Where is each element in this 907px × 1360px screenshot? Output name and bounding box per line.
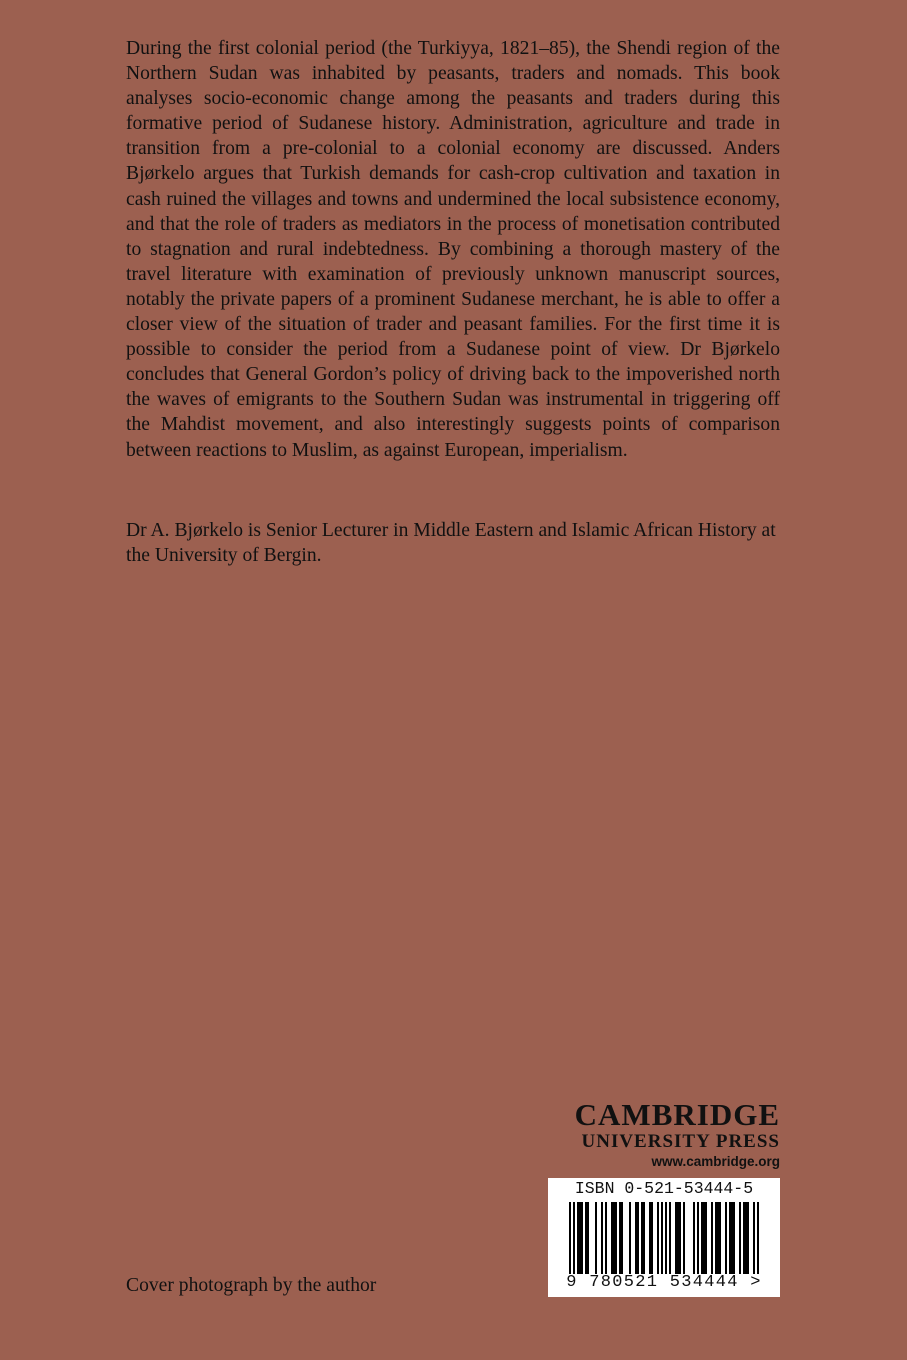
barcode-bar: [677, 1202, 679, 1274]
barcode-bar: [725, 1202, 727, 1274]
barcode-bar: [585, 1202, 587, 1274]
barcode-bar: [587, 1202, 589, 1274]
ean-digits: 9 780521 534444 >: [566, 1273, 762, 1292]
author-bio: Dr A. Bjørkelo is Senior Lecturer in Middle Eastern and Islamic African History at the University of Bergin.: [126, 520, 776, 567]
barcode-bar: [697, 1202, 699, 1274]
barcode-bar: [573, 1202, 575, 1274]
barcode-bar: [753, 1202, 755, 1274]
barcode-bar: [635, 1202, 637, 1274]
publisher-name: CAMBRIDGE: [574, 1097, 780, 1132]
isbn-label: ISBN 0-521-53444-5: [574, 1179, 754, 1198]
barcode-bar: [719, 1202, 721, 1274]
barcode-bar: [605, 1202, 607, 1274]
barcode-bar: [705, 1202, 707, 1274]
barcode-bar: [649, 1202, 651, 1274]
barcode-bar: [669, 1202, 671, 1274]
barcode-bar: [595, 1202, 597, 1274]
barcode-bar: [637, 1202, 639, 1274]
barcode-bar: [665, 1202, 667, 1274]
barcode-bar: [745, 1202, 747, 1274]
back-cover-blurb: During the first colonial period (the Turkiyya, 1821–85), the Shendi region of the Northern Sudan was inhabited by peasants, traders and nomads. This book analyses socio-economic change among the peasants and traders during this formative period of Sudanese history. Administration, agriculture and trade in transition from a pre-colonial to a colonial economy are discussed. Anders Bjørkelo argues that Turkish demands for cash-crop cultivation and taxation in cash ruined the villages and towns and undermined the local subsistence economy, and that the role of traders as mediators in the process of monetisation contributed to stagnation and rural indebtedness. By combining a thorough mastery of the travel literature with examination of previously unknown manuscript sources, notably the private papers of a prominent Sudanese merchant, he is able to offer a closer view of the situation of trader and peasant families. For the first time it is possible to consider the period from a Sudanese point of view. Dr Bjørkelo concludes that General Gordon’s policy of driving back to the impoverished north the waves of emigrants to the Southern Sudan was instrumental in triggering off the Mahdist movement, and also interestingly suggests points of comparison between reactions to Muslim, as against European, imperialism.: [126, 38, 780, 461]
barcode-bar: [757, 1202, 759, 1274]
barcode-bar: [729, 1202, 731, 1274]
barcode-bar: [743, 1202, 745, 1274]
barcode-bar: [643, 1202, 645, 1274]
barcode-bar: [703, 1202, 705, 1274]
barcode-bar: [641, 1202, 643, 1274]
barcode-bar: [711, 1202, 713, 1274]
barcode-bar: [577, 1202, 579, 1274]
publisher-logo: [575, 1098, 780, 1172]
barcode-bar: [579, 1202, 581, 1274]
barcode-bar: [679, 1202, 681, 1274]
cover-photo-credit: Cover photograph by the author: [126, 1275, 377, 1296]
barcode-bar: [717, 1202, 719, 1274]
barcode-bar: [731, 1202, 733, 1274]
barcode-bar: [621, 1202, 623, 1274]
isbn-barcode: [548, 1178, 780, 1297]
barcode-bar: [657, 1202, 659, 1274]
barcode-bar: [581, 1202, 583, 1274]
barcode-bar: [651, 1202, 653, 1274]
barcode-bar: [693, 1202, 695, 1274]
barcode-bar: [611, 1202, 613, 1274]
barcode-bar: [661, 1202, 663, 1274]
barcode-bar: [715, 1202, 717, 1274]
barcode-bar: [629, 1202, 631, 1274]
barcode-bar: [683, 1202, 685, 1274]
publisher-subtitle: UNIVERSITY PRESS: [581, 1131, 780, 1152]
publisher-url: www.cambridge.org: [651, 1154, 780, 1169]
barcode-bars: [561, 1202, 767, 1274]
barcode-bar: [613, 1202, 615, 1274]
barcode-bar: [601, 1202, 603, 1274]
barcode-bar: [615, 1202, 617, 1274]
barcode-bar: [701, 1202, 703, 1274]
barcode-bar: [739, 1202, 741, 1274]
barcode-bar: [747, 1202, 749, 1274]
barcode-bar: [569, 1202, 571, 1274]
barcode-bar: [619, 1202, 621, 1274]
barcode-bar: [675, 1202, 677, 1274]
barcode-bar: [733, 1202, 735, 1274]
